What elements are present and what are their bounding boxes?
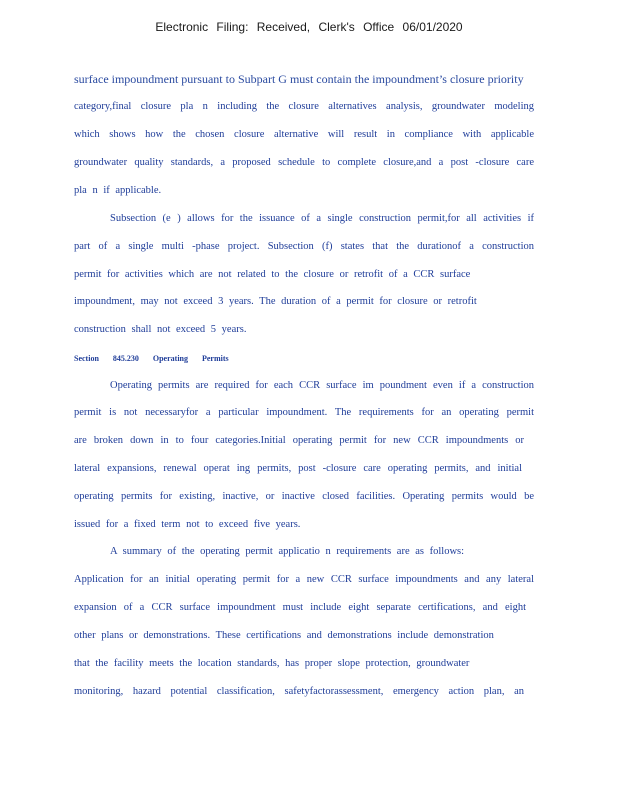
body-line: Operating permits are required for each CCR surface im poundment even if a construction [110,380,534,391]
body-line: category,final closure pla n including the closure alternatives analysis, groundwater modeling [74,101,534,112]
body-line: which shows how the chosen closure alternative will result in compliance with applicable [74,129,534,140]
body-line: groundwater quality standards, a proposed schedule to complete closure,and a post -closure care [74,157,534,168]
filing-header: Electronic Filing: Received, Clerk's Office 06/01/2020 [155,20,463,34]
body-line: operating permits for existing, inactive, or inactive closed facilities. Operating permits would be [74,491,534,502]
body-line: other plans or demonstrations. These certifications and demonstrations include demonstration [74,630,494,641]
body-line: expansion of a CCR surface impoundment must include eight separate certifications, and eight [74,602,526,613]
body-line: permit for activities which are not related to the closure or retrofit of a CCR surface [74,269,471,280]
body-line: construction shall not exceed 5 years. [74,324,247,335]
body-line: lateral expansions, renewal operat ing permits, post -closure care operating permits, and initial [74,463,522,474]
body-line: are broken down in to four categories.Initial operating permit for new CCR impoundments or [74,435,524,446]
body-line: impoundment, may not exceed 3 years. The duration of a permit for closure or retrofit [74,296,477,307]
body-line: permit is not necessaryfor a particular impoundment. The requirements for an operating permit [74,407,534,418]
body-line: surface impoundment pursuant to Subpart G must contain the impoundment’s closure priority [74,72,524,86]
body-line: monitoring, hazard potential classification, safetyfactorassessment, emergency action plan, an [74,686,524,697]
body-line: A summary of the operating permit applicatio n requirements are as follows: [110,546,465,557]
section-heading: Section 845.230 Operating Permits [74,354,229,363]
body-line: Subsection (e ) allows for the issuance of a single construction permit,for all activities if [110,213,534,224]
body-line: that the facility meets the location standards, has proper slope protection, groundwater [74,658,470,669]
body-line: Application for an initial operating permit for a new CCR surface impoundments and any lateral [74,574,534,585]
body-line: pla n if applicable. [74,185,162,196]
body-line: part of a single multi -phase project. Subsection (f) states that the durationof a construction [74,241,534,252]
body-line: issued for a fixed term not to exceed five years. [74,519,301,530]
